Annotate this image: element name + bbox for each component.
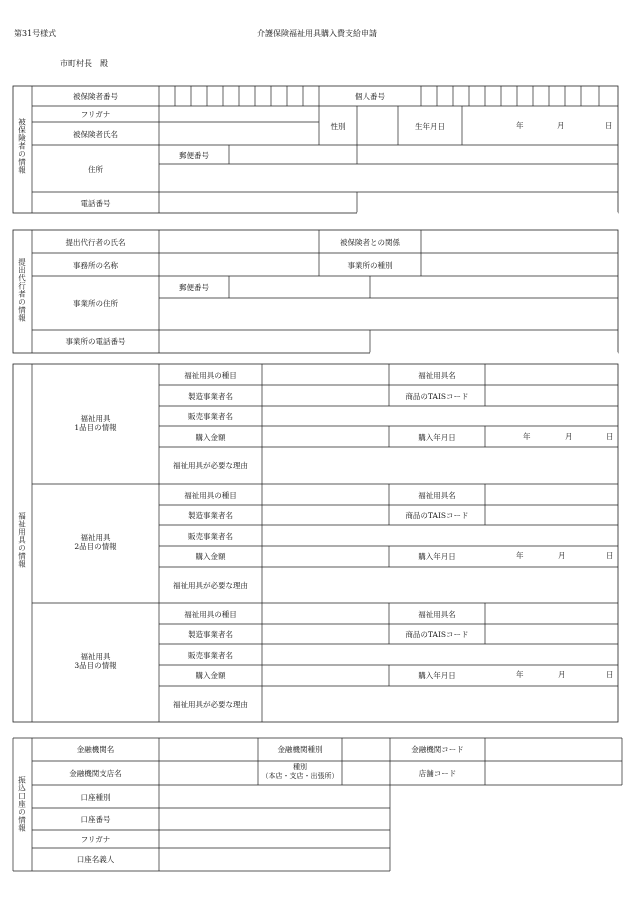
branch-type-label: 種別 （本店・支店・出張所）: [261, 763, 339, 780]
item1-day-label: 日: [606, 432, 614, 441]
item2-day-label: 日: [606, 551, 614, 560]
account-holder-label: 口座名義人: [76, 855, 115, 864]
insured-name-label: 被保険者氏名: [73, 130, 118, 139]
office-name-label: 事務所の名称: [73, 261, 118, 270]
bank-type-label: 金融機関種別: [277, 745, 323, 754]
item1-seller-label: 販売事業者名: [188, 412, 233, 421]
item2-year-label: 年: [516, 551, 524, 560]
item1-month-label: 月: [565, 432, 573, 441]
item2-tais-label: 商品のTAISコード: [405, 511, 469, 520]
item2-purchase-date-label: 購入年月日: [418, 552, 456, 561]
item1-product-name-label: 福祉用具名: [418, 371, 456, 380]
item3-amount-label: 購入金額: [195, 671, 226, 680]
item1-label: 福祉用具 1品目の情報: [74, 414, 117, 433]
item3-label: 福祉用具 3品目の情報: [74, 652, 117, 671]
branch-code-label: 店舗コード: [418, 769, 457, 778]
account-type-label: 口座種別: [80, 793, 111, 802]
birth-year-label: 年: [516, 121, 524, 130]
insured-number-label: 被保険者番号: [73, 92, 118, 101]
addressee: 市町村長 殿: [60, 59, 108, 68]
item1-maker-label: 製造事業者名: [188, 392, 233, 401]
item1-purchase-date-label: 購入年月日: [418, 433, 456, 442]
branch-name-label: 金融機関支店名: [69, 769, 122, 778]
address-label: 住所: [88, 165, 103, 174]
form-number: 第31号様式: [14, 29, 57, 38]
item3-day-label: 日: [606, 670, 614, 679]
item1-reason-label: 福祉用具が必要な理由: [173, 461, 248, 470]
office-type-label: 事業所の種別: [347, 261, 393, 270]
item2-reason-label: 福祉用具が必要な理由: [173, 581, 248, 590]
item1-tais-label: 商品のTAISコード: [405, 392, 469, 401]
phone-label: 電話番号: [80, 199, 111, 208]
item3-purchase-date-label: 購入年月日: [418, 671, 456, 680]
relation-label: 被保険者との関係: [340, 238, 400, 247]
item1-amount-label: 購入金額: [195, 433, 226, 442]
agent-name-label: 提出代行者の氏名: [65, 238, 126, 247]
bank-name-label: 金融機関名: [76, 745, 115, 754]
office-address-label: 事業所の住所: [73, 299, 118, 308]
section-label-bank: 振込口座の情報: [17, 776, 27, 832]
birth-month-label: 月: [557, 121, 565, 130]
section-label-insured: 被保険者の情報: [17, 118, 27, 174]
section-label-equipment: 福祉用具の情報: [17, 512, 27, 568]
item3-kind-label: 福祉用具の種目: [184, 610, 237, 619]
item3-reason-label: 福祉用具が必要な理由: [173, 700, 248, 709]
gender-label: 性別: [330, 122, 346, 131]
item2-amount-label: 購入金額: [195, 552, 226, 561]
account-number-label: 口座番号: [80, 815, 111, 824]
office-phone-label: 事業所の電話番号: [65, 337, 126, 346]
item2-label: 福祉用具 2品目の情報: [74, 533, 117, 552]
item2-month-label: 月: [558, 551, 566, 560]
item3-tais-label: 商品のTAISコード: [405, 630, 469, 639]
birth-day-label: 日: [605, 121, 613, 130]
item2-seller-label: 販売事業者名: [188, 532, 233, 541]
item2-product-name-label: 福祉用具名: [418, 491, 456, 500]
postal-code-label: 郵便番号: [179, 151, 209, 160]
bank-furigana-label: フリガナ: [80, 835, 111, 844]
item3-product-name-label: 福祉用具名: [418, 610, 456, 619]
item1-kind-label: 福祉用具の種目: [184, 371, 237, 380]
bank-code-label: 金融機関コード: [411, 745, 464, 754]
item3-year-label: 年: [516, 670, 524, 679]
personal-number-label: 個人番号: [355, 92, 385, 101]
item2-kind-label: 福祉用具の種目: [184, 491, 237, 500]
section-label-agent: 提出代行者の情報: [17, 258, 27, 322]
office-postal-code-label: 郵便番号: [179, 283, 209, 292]
item1-year-label: 年: [523, 432, 531, 441]
form-title: 介護保険福祉用具購入費支給申請: [257, 29, 377, 38]
item2-maker-label: 製造事業者名: [188, 511, 233, 520]
item3-month-label: 月: [558, 670, 566, 679]
item3-maker-label: 製造事業者名: [188, 630, 233, 639]
birthdate-label: 生年月日: [415, 122, 445, 131]
item3-seller-label: 販売事業者名: [188, 651, 233, 660]
furigana-label: フリガナ: [80, 110, 111, 119]
